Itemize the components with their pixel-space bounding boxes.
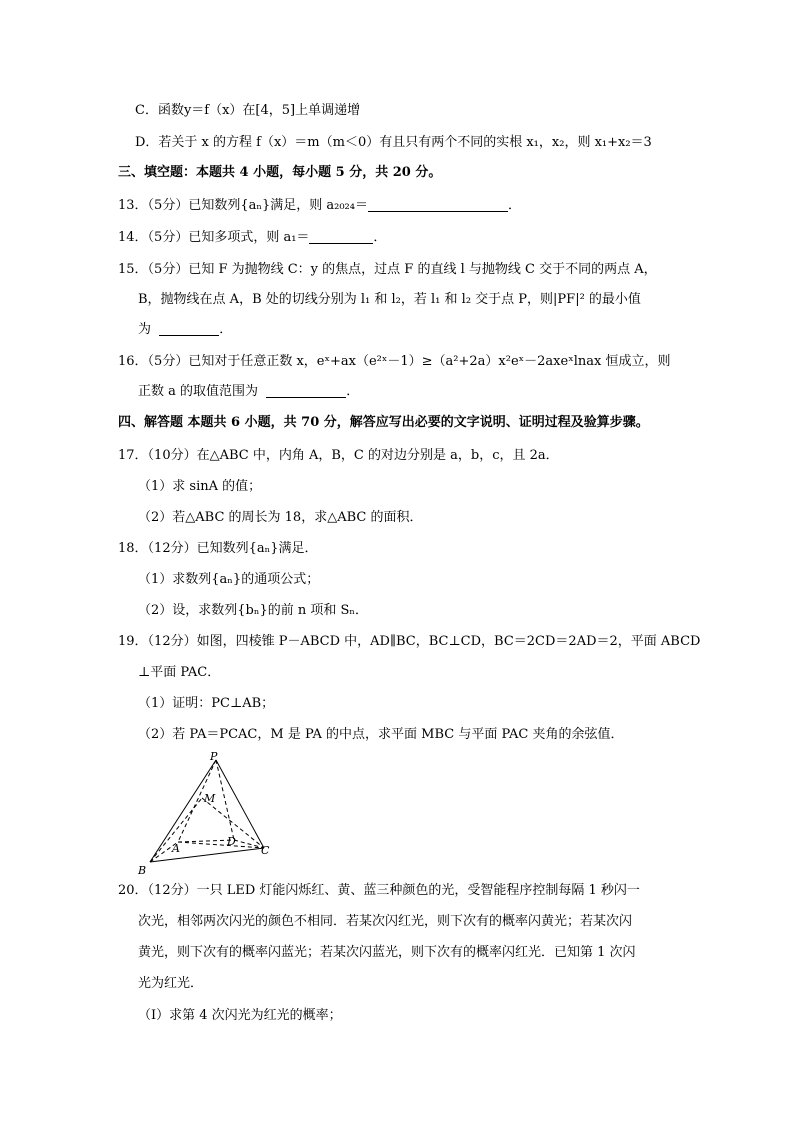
label-a: A — [172, 842, 180, 855]
question-19-part-2: （2）若 PA＝PCAC，M 是 PA 的中点，求平面 MBC 与平面 PAC 夹角的余弦值． — [138, 727, 624, 742]
question-18: 18．（12分）已知数列{aₙ}满足． — [118, 541, 318, 556]
label-p: P — [210, 750, 218, 763]
answer-blank-16 — [266, 383, 346, 398]
edge-bc — [150, 848, 264, 862]
option-c: C．函数y＝f（x）在[4，5]上单调递增 — [135, 103, 361, 118]
label-c: C — [261, 844, 270, 857]
question-20-line-2: 次光，相邻两次闪光的颜色不相同．若某次闪红光，则下次有的概率闪黄光；若某次闪 — [138, 914, 633, 929]
question-20-line-4: 光为红光． — [138, 976, 204, 991]
question-16-line-2-text: 正数 a 的取值范围为 — [138, 384, 259, 399]
question-19-part-1: （1）证明：PC⊥AB； — [138, 696, 275, 711]
question-19-line-2: ⊥平面 PAC． — [138, 665, 221, 680]
question-17-part-1: （1）求 sinA 的值； — [138, 479, 262, 494]
question-13: 13．（5分）已知数列{aₙ}满足，则 a₂₀₂₄＝ ． — [118, 198, 521, 213]
answer-blank-14 — [309, 229, 373, 244]
option-d: D．若关于 x 的方程 f（x）＝m（m＜0）有且只有两个不同的实根 x₁，x₂，则 x₁+x₂＝3 — [135, 135, 652, 150]
answer-blank-13 — [368, 197, 508, 212]
question-20-line-1: 20．（12分）一只 LED 灯能闪烁红、黄、蓝三种颜色的光，受智能程序控制每隔 1 秒闪一 — [118, 883, 640, 898]
question-16-line-1: 16．（5分）已知对于任意正数 x，eˣ+ax（e²ˣ－1）≥（a²+2a）x²eˣ－2axeˣlnax 恒成立，则 — [118, 354, 671, 369]
section-4-heading: 四、解答题 本题共 6 小题，共 70 分，解答应写出必要的文字说明、证明过程及验算步骤。 — [118, 415, 649, 430]
question-14-text: 14．（5分）已知多项式，则 a₁＝ — [118, 230, 310, 245]
question-20-part-1: （Ⅰ）求第 4 次闪光为红光的概率； — [138, 1008, 342, 1023]
question-20-line-3: 黄光，则下次有的概率闪蓝光；若某次闪蓝光，则下次有的概率闪红光．已知第 1 次闪 — [138, 945, 636, 960]
question-18-part-2: （2）设，求数列{bₙ}的前 n 项和 Sₙ． — [138, 603, 369, 618]
question-13-text: 13．（5分）已知数列{aₙ}满足，则 a₂₀₂₄＝ — [118, 198, 368, 213]
edge-pc — [216, 760, 264, 848]
question-15-line-2: B，抛物线在点 A，B 处的切线分别为 l₁ 和 l₂，若 l₁ 和 l₂ 交于点 P，则|PF|² 的最小值 — [138, 292, 641, 307]
question-15-line-1: 15．（5分）已知 F 为抛物线 C：y 的焦点，过点 F 的直线 l 与抛物线 C 交于不同的两点 A， — [118, 262, 657, 277]
question-17: 17．（10分）在△ABC 中，内角 A，B，C 的对边分别是 a，b，c，且 2a． — [118, 448, 559, 463]
answer-blank-15 — [159, 321, 219, 336]
question-19-line-1: 19．（12分）如图，四棱锥 P－ABCD 中，AD∥BC，BC⊥CD，BC＝2CD＝2AD＝2，平面 ABCD — [118, 634, 701, 649]
question-16-line-2: 正数 a 的取值范围为 ． — [138, 384, 360, 399]
section-3-heading: 三、填空题：本题共 4 小题，每小题 5 分，共 20 分。 — [118, 165, 442, 180]
question-18-part-1: （1）求数列{aₙ}的通项公式； — [138, 572, 320, 587]
edge-pb — [150, 760, 216, 862]
question-17-part-2: （2）若△ABC 的周长为 18，求△ABC 的面积． — [138, 510, 423, 525]
edge-ad — [178, 840, 234, 842]
label-d: D — [227, 835, 236, 848]
question-15-line-3: 为 ． — [138, 322, 233, 337]
label-m: M — [204, 792, 216, 805]
question-15-line-3-text: 为 — [138, 322, 152, 337]
label-b: B — [138, 864, 147, 877]
edge-pd — [216, 760, 234, 840]
question-14: 14．（5分）已知多项式，则 a₁＝ ． — [118, 230, 387, 245]
pyramid-figure — [130, 750, 280, 880]
